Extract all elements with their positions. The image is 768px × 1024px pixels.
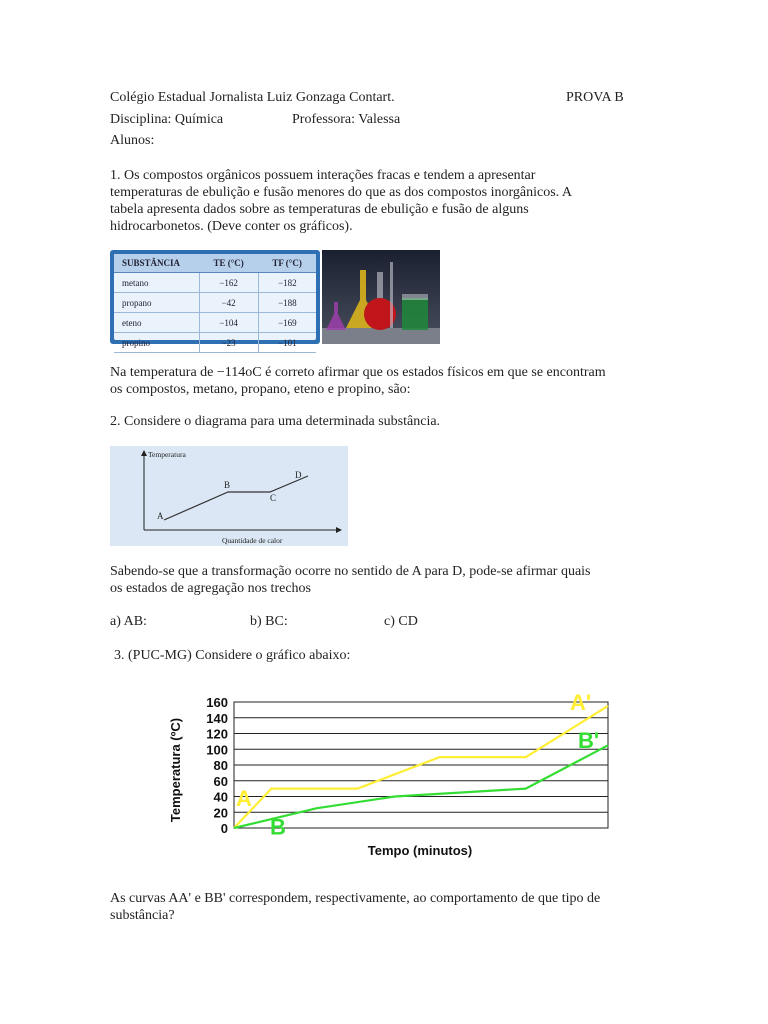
chart-y-tick-label: 80 — [213, 758, 228, 773]
table-cell: propano — [114, 293, 199, 313]
table-cell: −162 — [199, 273, 258, 293]
table-cell: −42 — [199, 293, 258, 313]
question-1-line: tabela apresenta dados sobre as temperaturas de ebulição e fusão de alguns — [110, 202, 529, 217]
question-1-line: temperaturas de ebulição e fusão menores do que as dos compostos inorgânicos. A — [110, 185, 573, 200]
question-2-prompt-line: Sabendo-se que a transformação ocorre no sentido de A para D, pode-se afirmar quais — [110, 564, 591, 579]
chart-y-tick-label: 60 — [213, 773, 228, 789]
chart-y-tick-label: 0 — [220, 821, 228, 836]
phase-diagram — [110, 446, 348, 546]
question-3-prompt-line: As curvas AA' e BB' correspondem, respectivamente, ao comportamento de que tipo de — [110, 891, 601, 906]
substance-table-figure — [110, 250, 320, 348]
table-cell: −182 — [258, 273, 316, 293]
table-cell: −104 — [199, 313, 258, 333]
chart-y-tick-label: 120 — [206, 726, 228, 742]
question-1-prompt — [110, 364, 670, 398]
diagram-point-d: D — [295, 470, 302, 480]
discipline: Disciplina: Química — [110, 112, 224, 127]
chart-series-end-label: B' — [578, 728, 600, 753]
chart-x-label: Tempo (minutos) — [367, 843, 473, 858]
diagram-point-b: B — [224, 480, 231, 490]
chart-y-tick-label: 100 — [206, 742, 228, 758]
chart-series-end-label: A' — [570, 690, 592, 715]
school-name: Colégio Estadual Jornalista Luiz Gonzaga Contart. — [110, 90, 395, 105]
option-b: b) BC: — [250, 614, 288, 629]
question-1 — [110, 167, 670, 235]
table-cell: propino — [114, 333, 199, 353]
question-2-prompt — [110, 563, 670, 597]
table-cell: −188 — [258, 293, 316, 313]
chart-y-tick-label: 140 — [206, 710, 228, 726]
temperature-chart — [160, 680, 620, 860]
chart-y-tick-label: 20 — [213, 805, 228, 821]
table-cell: eteno — [114, 313, 199, 333]
chart-y-tick-label: 40 — [213, 789, 228, 805]
question-2-prompt-line: os estados de agregação nos trechos — [110, 581, 311, 596]
teacher: Professora: Valessa — [292, 112, 401, 127]
diagram-y-label: Temperatura — [148, 450, 186, 459]
chart-y-tick-label: 160 — [206, 695, 228, 710]
option-c: c) CD — [384, 614, 418, 629]
diagram-background — [110, 446, 348, 546]
diagram-x-label: Quantidade de calor — [222, 536, 283, 545]
exam-label: PROVA B — [566, 90, 624, 105]
table-row — [114, 293, 316, 313]
option-a: a) AB: — [110, 614, 147, 629]
question-1-line: hidrocarbonetos. (Deve conter os gráficos). — [110, 219, 353, 234]
question-1-line: 1. Os compostos orgânicos possuem interações fracas e tendem a apresentar — [110, 168, 536, 183]
question-1-prompt-line: os compostos, metano, propano, eteno e propino, são: — [110, 382, 411, 397]
diagram-point-a: A — [157, 511, 164, 521]
lab-glassware-image — [322, 250, 440, 344]
table-header: TE (°C) — [199, 254, 258, 273]
question-2: 2. Considere o diagrama para uma determinada substância. — [110, 414, 441, 429]
table-cell: metano — [114, 273, 199, 293]
substance-table — [114, 254, 316, 353]
chart-series-start-label: A — [236, 785, 252, 811]
table-cell: −23 — [199, 333, 258, 353]
chart-y-label: Temperatura (ºC) — [168, 717, 183, 823]
table-header: SUBSTÂNCIA — [114, 254, 199, 273]
table-row — [114, 313, 316, 333]
table-row — [114, 333, 316, 353]
table-cell: −101 — [258, 333, 316, 353]
question-3: 3. (PUC-MG) Considere o gráfico abaixo: — [114, 648, 351, 663]
table-row — [114, 273, 316, 293]
question-1-prompt-line: Na temperatura de −114oC é correto afirmar que os estados físicos em que se encontram — [110, 365, 606, 380]
students-label: Alunos: — [110, 133, 155, 148]
table-cell: −169 — [258, 313, 316, 333]
chart-series-start-label: B — [270, 814, 286, 840]
question-3-prompt — [110, 890, 670, 924]
diagram-point-c: C — [270, 493, 277, 503]
table-header: TF (°C) — [258, 254, 316, 273]
question-3-prompt-line: substância? — [110, 908, 175, 923]
